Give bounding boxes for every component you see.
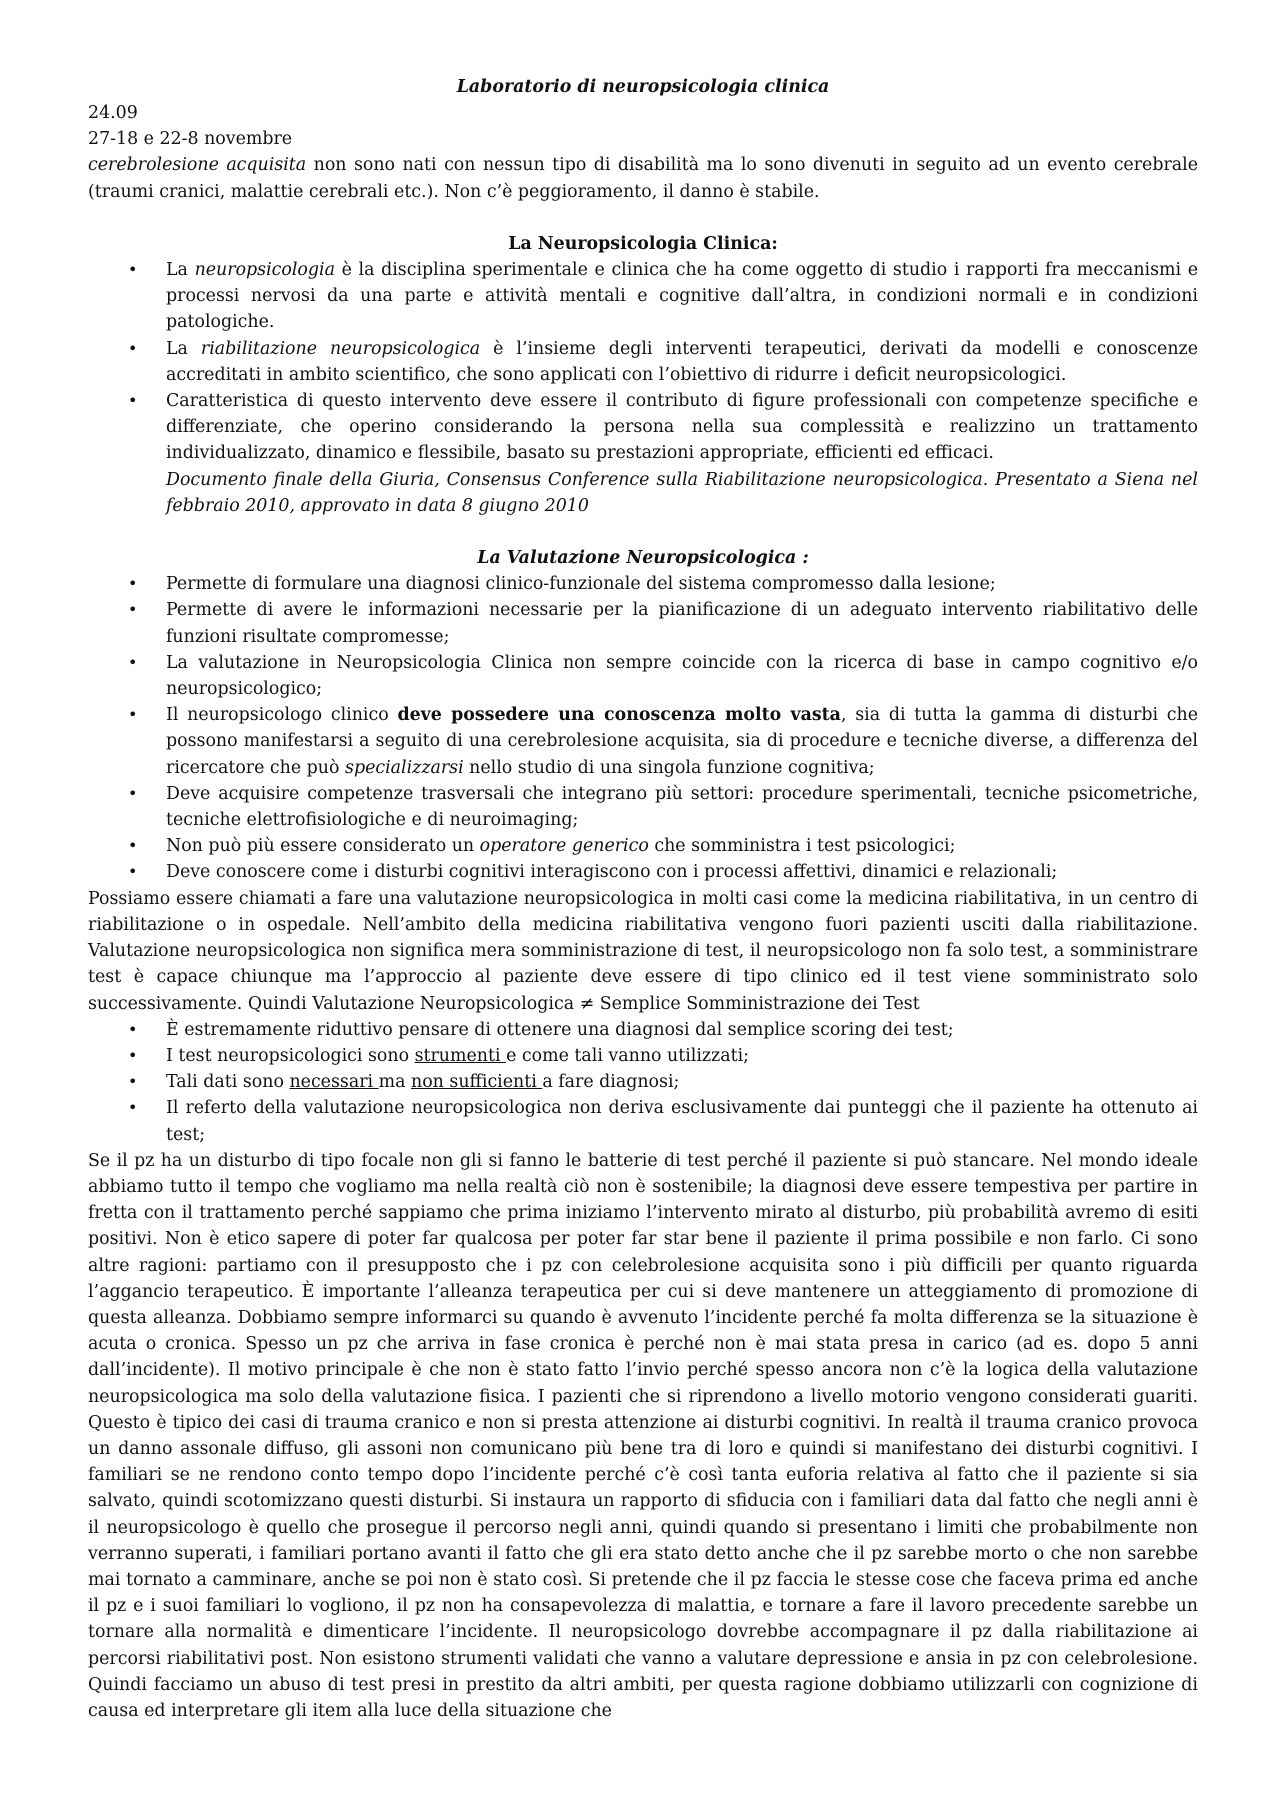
bullet-icon: • [128, 600, 138, 620]
list-item [88, 1069, 1198, 1095]
list-item [88, 597, 1198, 649]
item-text: La [166, 260, 195, 281]
bullet-icon: • [128, 338, 138, 358]
item-text: È estremamente riduttivo pensare di ottenere una diagnosi dal semplice scoring dei test; [166, 1019, 954, 1040]
list-item [88, 1017, 1198, 1043]
item-text: che somministra i test psicologici; [648, 836, 956, 857]
paragraph-valutazione: Possiamo essere chiamati a fare una valutazione neuropsicologica in molti casi come la medicina riabilitativa, in un centro di riabilitazione o in ospedale. Nell’ambito della medicina riabilitativa vengono fuori pazienti usciti dalla riabilitazione. Valutazione neuropsicologica non significa mera somministrazione di test, il neuropsicologo non fa solo test, a somministrare test è capace chiunque ma l’approccio al paziente deve essere di tipo clinico ed il test viene somministrato solo successivamente. Quindi Valutazione Neuropsicologica ≠ Semplice Somministrazione dei Test [88, 888, 1198, 1014]
item-text: ma [378, 1072, 411, 1093]
item-text: Il referto della valutazione neuropsicologica non deriva esclusivamente dai punteggi che il paziente ha ottenuto ai test; [166, 1098, 1198, 1145]
item-text: La [166, 338, 201, 359]
intro-paragraph [88, 152, 1198, 204]
list-item [88, 388, 1198, 467]
bullet-icon: • [128, 391, 138, 411]
list-item [88, 336, 1198, 388]
item-text: Il neuropsicologo clinico [166, 705, 398, 726]
bullet-icon: • [128, 783, 138, 803]
bullet-icon: • [128, 705, 138, 725]
item-text: Caratteristica di questo intervento deve essere il contributo di figure professionali con competenze specifiche e differenziate, che operino considerando la persona nella sua complessità e realizzino un trattamento individualizzato, dinamico e flessibile, basato su prestazioni appropriate, efficienti ed efficaci. [166, 391, 1198, 464]
bullet-icon: • [128, 1098, 138, 1118]
list-item [88, 650, 1198, 702]
item-underline: strumenti [414, 1045, 507, 1066]
item-text: Deve acquisire competenze trasversali che integrano più settori: procedure sperimentali, tecniche psicometriche, tecniche elettrofisiologiche e di neuroimaging; [166, 783, 1198, 831]
item-text: Deve conoscere come i disturbi cognitivi interagiscono con i processi affettivi, dinamici e relazionali; [166, 862, 1058, 883]
dates-line: 27-18 e 22-8 novembre [88, 129, 293, 150]
list-item [88, 1043, 1198, 1069]
item-underline: non sufficienti [411, 1072, 543, 1093]
date-line: 24.09 [88, 103, 138, 123]
list-item [88, 833, 1198, 859]
paragraph-pz: Se il pz ha un disturbo di tipo focale non gli si fanno le batterie di test perché il paziente si può stancare. Nel mondo ideale abbiamo tutto il tempo che vogliamo ma nella realtà ciò non è sostenibile; la diagnosi deve essere tempestiva per partire in fretta con il trattamento perché sappiamo che prima iniziamo l’intervento mirato al disturbo, più probabilità avremo di esiti positivi. Non è etico sapere di poter far qualcosa per poter far star bene il paziente il prima possibile e non farlo. Ci sono altre ragioni: partiamo con il presupposto che i pz con celebrolesione acquisita sono i più difficili per quanto riguarda l’aggancio terapeutico. È importante l’alleanza terapeutica per cui si deve mantenere un atteggiamento di promozione di questa alleanza. Dobbiamo sempre informarci su quando è avvenuto l’incidente perché fa molta differenza se la situazione è acuta o cronica. Spesso un pz che arriva in fase cronica è perché non è mai stata presa in carico (ad es. dopo 5 anni dall’incidente). Il motivo principale è che non è stato fatto l’invio perché spesso ancora non c’è la logica della valutazione neuropsicologica ma solo della valutazione fisica. I pazienti che si riprendono a livello motorio vengono considerati guariti. Questo è tipico dei casi di trauma cranico e non si presta attenzione ai disturbi cognitivi. In realtà il trauma cranico provoca un danno assonale diffuso, gli assoni non comunicano più bene tra di loro e quindi si manifestano dei disturbi cognitivi. I familiari se ne rendono conto tempo dopo l’incidente perché c’è così tanta euforia relativa al fatto che il paziente si sia salvato, quindi scotomizzano questi disturbi. Si instaura un rapporto di sfiducia con i familiari data dal fatto che negli anni è il neuropsicologo è quello che prosegue il percorso negli anni, quindi quando si presentano i limiti che probabilmente non verranno superati, i familiari portano avanti il fatto che gli era stato detto anche che il pz sarebbe morto o che non sarebbe mai tornato a camminare, anche se poi non è stato così. Si pretende che il pz faccia le stesse cose che faceva prima ed anche il pz e i suoi familiari lo vogliono, il pz non ha consapevolezza di malattia, e tornare a fare il lavoro precedente sarebbe un tornare alla normalità e dimenticare l’incidente. Il neuropsicologo dovrebbe accompagnare il pz dalla riabilitazione ai percorsi riabilitativi post. Non esistono strumenti validati che vanno a valutare depressione e ansia in pz con celebrolesione. Quindi facciamo un abuso di test presi in prestito da altri ambiti, per questa ragione dobbiamo utilizzarli con cognizione di causa ed interpretare gli item alla luce della situazione che [88, 1150, 1198, 1721]
section-heading-valutazione: La Valutazione Neuropsicologica : [477, 548, 809, 569]
item-emphasis: neuropsicologia [194, 260, 335, 281]
item-text: è l’insieme degli interventi terapeutici, derivati da modelli e conoscenze accreditati in ambito scientifico, che sono applicati con l’obiettivo di ridurre i deficit neuropsicologici. [166, 338, 1198, 385]
item-text: Permette di formulare una diagnosi clinico-funzionale del sistema compromesso dalla lesione; [166, 574, 996, 595]
item-underline: necessari [289, 1072, 379, 1093]
list-item [88, 1095, 1198, 1147]
item-text: I test neuropsicologici sono [166, 1045, 415, 1066]
bullet-icon: • [128, 574, 138, 594]
bullet-icon: • [128, 862, 138, 882]
intro-text: non sono nati con nessun tipo di disabilità ma lo sono divenuti in seguito ad un evento cerebrale (traumi cranici, malattie cerebrali etc.). Non c’è peggioramento, il danno è stabile. [88, 155, 1198, 202]
list-item [88, 859, 1198, 885]
bullet-icon: • [128, 1045, 138, 1065]
item-text: Non può più essere considerato un [166, 836, 480, 857]
list-item [88, 781, 1198, 833]
list-item [88, 702, 1198, 781]
bullet-icon: • [128, 652, 138, 672]
document-title: Laboratorio di neuropsicologia clinica [456, 77, 830, 97]
bullet-icon: • [128, 260, 138, 280]
intro-term: cerebrolesione acquisita [88, 155, 307, 176]
item-text: nello studio di una singola funzione cognitiva; [463, 757, 875, 778]
section-heading-neuropsicologia-clinica: La Neuropsicologia Clinica: [508, 233, 778, 254]
item-text: è la disciplina sperimentale e clinica che ha come oggetto di studio i rapporti fra meccanismi e processi nervosi da una parte e attività mentali e cognitive dall’altra, in condizioni normali e in condizioni patologiche. [166, 260, 1198, 333]
item-emphasis: riabilitazione neuropsicologica [200, 338, 481, 359]
bullet-icon: • [128, 836, 138, 856]
item-emphasis: operatore generico [479, 836, 649, 857]
item-text: , sia di tutta la gamma di disturbi che possono manifestarsi a seguito di una cerebrolesione acquisita, sia di procedure e tecniche diverse, a differenza del ricercatore che può [166, 705, 1199, 778]
item-text: Tali dati sono [166, 1072, 290, 1093]
bullet-list-neuropsicologia [88, 257, 1198, 467]
item-text: e come tali vanno utilizzati; [506, 1045, 749, 1066]
bullet-list-test [88, 1017, 1198, 1148]
list-item [88, 257, 1198, 336]
item-text: a fare diagnosi; [542, 1072, 680, 1093]
item-text: Permette di avere le informazioni necessarie per la pianificazione di un adeguato intervento riabilitativo delle funzioni risultate compromesse; [166, 600, 1198, 647]
item-text: La valutazione in Neuropsicologia Clinica non sempre coincide con la ricerca di base in campo cognitivo e/o neuropsicologico; [166, 652, 1198, 700]
item-strong: deve possedere una conoscenza molto vasta [397, 705, 841, 726]
bullet-icon: • [128, 1072, 138, 1092]
citation: Documento finale della Giuria, Consensus Conference sulla Riabilitazione neuropsicologica. Presentato a Siena nel febbraio 2010, approvato in data 8 giugno 2010 [166, 469, 1198, 516]
item-emphasis: specializzarsi [345, 757, 464, 778]
list-item [88, 571, 1198, 597]
bullet-list-valutazione [88, 571, 1198, 885]
bullet-icon: • [128, 1019, 138, 1039]
